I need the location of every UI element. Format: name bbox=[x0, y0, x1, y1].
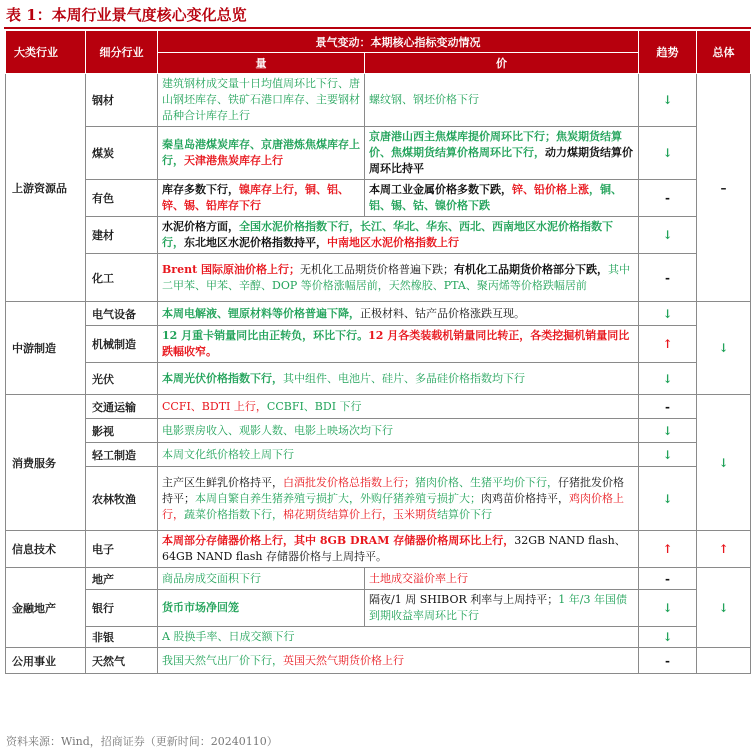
price-cell bbox=[365, 127, 639, 180]
text-segment: 本周部分存储器价格上行，其中 8GB DRAM 存储器价格周环比上行， bbox=[162, 534, 515, 547]
subcategory-cell: 电气设备 bbox=[86, 302, 158, 326]
header-category: 大类行业 bbox=[6, 31, 86, 74]
subcategory-cell: 化工 bbox=[86, 254, 158, 302]
text-segment: 白酒批发价格总指数上行； bbox=[283, 475, 415, 489]
text-segment: 京唐港山西主焦煤库提价周环比下行；焦炭期货结算价、焦煤期货结算价格周环比下行， bbox=[369, 130, 622, 159]
header-price: 价 bbox=[365, 53, 639, 74]
subcategory-cell: 天然气 bbox=[86, 648, 158, 674]
trend-down-icon: ↓ bbox=[639, 302, 697, 326]
text-segment: 有机化工品期货价格部分下跌， bbox=[454, 262, 608, 276]
text-segment: 隔夜/1 周 SHIBOR 利率与上周持平； bbox=[369, 593, 559, 606]
table-row bbox=[6, 127, 751, 180]
category-cell: 信息技术 bbox=[6, 531, 86, 568]
trend-down-icon: ↓ bbox=[639, 74, 697, 127]
subcategory-cell: 交通运输 bbox=[86, 395, 158, 419]
subcategory-cell: 机械制造 bbox=[86, 326, 158, 363]
subcategory-cell: 有色 bbox=[86, 180, 158, 217]
subcategory-cell: 轻工制造 bbox=[86, 443, 158, 467]
volume-cell bbox=[158, 590, 365, 627]
change-cell bbox=[158, 217, 639, 254]
text-segment: 32GB NAND flash、64GB NAND flash 存储器价格与上周持平。 bbox=[162, 534, 626, 563]
change-cell bbox=[158, 363, 639, 395]
text-segment: 电影票房收入、观影人数、电影上映场次均下行 bbox=[162, 423, 393, 437]
price-cell bbox=[365, 590, 639, 627]
text-segment: 天津港焦炭库存上行 bbox=[184, 154, 283, 167]
table-row bbox=[6, 302, 751, 326]
trend-flat-icon: - bbox=[639, 254, 697, 302]
table-body bbox=[6, 74, 751, 674]
table-row bbox=[6, 443, 751, 467]
subcategory-cell: 钢材 bbox=[86, 74, 158, 127]
trend-down-icon: ↓ bbox=[639, 467, 697, 531]
header-subcategory: 细分行业 bbox=[86, 31, 158, 74]
text-segment: 其中二甲苯、甲苯、辛醇、DOP 等价格涨幅居前，天然橡胶、PTA、聚丙烯等价格跌幅居前 bbox=[162, 262, 630, 292]
header-volume: 量 bbox=[158, 53, 365, 74]
table-row bbox=[6, 590, 751, 627]
text-segment: 结算价下行 bbox=[437, 507, 492, 521]
change-cell bbox=[158, 648, 639, 674]
text-segment: 主产区生鲜乳价格持平， bbox=[162, 475, 283, 489]
price-cell bbox=[365, 568, 639, 590]
table-row bbox=[6, 180, 751, 217]
volume-cell bbox=[158, 180, 365, 217]
header-overall: 总体 bbox=[697, 31, 751, 74]
trend-down-icon: ↓ bbox=[639, 217, 697, 254]
text-segment: 水泥价格方面， bbox=[162, 220, 239, 233]
text-segment: 猪肉价格、生猪平均价下行， bbox=[415, 475, 558, 489]
text-segment: 无机化工品期货价格普遍下跌； bbox=[300, 262, 454, 276]
table-title: 表 1：本周行业景气度核心变化总览 bbox=[6, 6, 247, 24]
overall-down-icon: ↓ bbox=[697, 568, 751, 648]
table-row bbox=[6, 627, 751, 648]
text-segment: 库存多数下行， bbox=[162, 183, 239, 196]
table-row bbox=[6, 531, 751, 568]
source-note: 资料来源：Wind，招商证券（更新时间：20240110） bbox=[6, 735, 278, 748]
overall-down-icon: ↓ bbox=[697, 302, 751, 395]
text-segment: Brent 国际原油价格上行； bbox=[162, 262, 300, 276]
overall-up-icon: ↑ bbox=[697, 531, 751, 568]
subcategory-cell: 煤炭 bbox=[86, 127, 158, 180]
change-cell bbox=[158, 326, 639, 363]
table-row bbox=[6, 467, 751, 531]
text-segment: A 股换手率、日成交额下行 bbox=[162, 630, 295, 643]
text-segment: 棉花期货结算价上行，玉米期货 bbox=[283, 507, 437, 521]
text-segment: 本周工业金属价格多数下跌， bbox=[369, 183, 512, 196]
text-segment: 货币市场净回笼 bbox=[162, 601, 239, 614]
text-segment: 本周电解液、锂原材料等价格普遍下降， bbox=[162, 306, 360, 320]
table-row bbox=[6, 254, 751, 302]
text-segment: 我国天然气出厂价下行， bbox=[162, 653, 283, 667]
trend-flat-icon: - bbox=[639, 568, 697, 590]
text-segment: 肉鸡苗价格持平， bbox=[481, 491, 569, 505]
trend-flat-icon: - bbox=[639, 180, 697, 217]
text-segment: 仔猪批发价格持平； bbox=[162, 475, 624, 505]
change-cell bbox=[158, 419, 639, 443]
text-segment: 本周光伏价格指数下行， bbox=[162, 371, 283, 385]
category-cell: 中游制造 bbox=[6, 302, 86, 395]
trend-down-icon: ↓ bbox=[639, 627, 697, 648]
text-segment: 秦皇岛港煤炭库存、京唐港炼焦煤库存上行， bbox=[162, 138, 360, 167]
trend-down-icon: ↓ bbox=[639, 443, 697, 467]
text-segment: 东北地区水泥价格指数持平， bbox=[184, 236, 327, 249]
table-row bbox=[6, 74, 751, 127]
text-segment: 正极材料、钴产品价格涨跌互现。 bbox=[360, 306, 525, 320]
trend-down-icon: ↓ bbox=[639, 590, 697, 627]
text-segment: 中南地区水泥价格指数上行 bbox=[327, 236, 459, 249]
change-cell bbox=[158, 443, 639, 467]
trend-down-icon: ↓ bbox=[639, 127, 697, 180]
text-segment: 1 年/3 年国债到期收益率周环比下行 bbox=[369, 593, 627, 622]
text-segment: 全国水泥价格指数下行，长江、华北、华东、西北、西南地区水泥价格指数下行， bbox=[162, 220, 613, 249]
change-cell bbox=[158, 395, 639, 419]
category-cell: 上游资源品 bbox=[6, 74, 86, 302]
table-row bbox=[6, 395, 751, 419]
table-row bbox=[6, 217, 751, 254]
text-segment: 镍库存上行，铜、铝、锌、锡、铅库存下行 bbox=[162, 183, 349, 212]
industry-prosperity-table bbox=[5, 30, 751, 674]
text-segment: 螺纹钢、钢坯价格下行 bbox=[369, 93, 479, 106]
category-cell: 公用事业 bbox=[6, 648, 86, 674]
text-segment: 蔬菜价格指数下行， bbox=[184, 507, 283, 521]
subcategory-cell: 电子 bbox=[86, 531, 158, 568]
subcategory-cell: 非银 bbox=[86, 627, 158, 648]
subcategory-cell: 光伏 bbox=[86, 363, 158, 395]
price-cell bbox=[365, 74, 639, 127]
text-segment: 鸡肉价格上行， bbox=[162, 491, 624, 521]
table-row bbox=[6, 568, 751, 590]
overall-flat-icon: – bbox=[697, 74, 751, 302]
text-segment: 本周文化纸价格较上周下行 bbox=[162, 447, 294, 461]
overall-flat-icon bbox=[697, 648, 751, 674]
text-segment: 12 月重卡销量同比由正转负，环比下行。 bbox=[162, 329, 369, 342]
trend-flat-icon: - bbox=[639, 395, 697, 419]
category-cell: 消费服务 bbox=[6, 395, 86, 531]
subcategory-cell: 建材 bbox=[86, 217, 158, 254]
change-cell bbox=[158, 531, 639, 568]
text-segment: 本周自繁自养生猪养殖亏损扩大，外购仔猪养殖亏损扩大； bbox=[195, 491, 481, 505]
text-segment: ，铜、铝、锡、钴、镍价格下跌 bbox=[369, 183, 622, 212]
change-cell bbox=[158, 467, 639, 531]
title-divider bbox=[4, 27, 751, 29]
table-row bbox=[6, 363, 751, 395]
text-segment: CCBFI、BDI 下行 bbox=[266, 399, 362, 413]
change-cell bbox=[158, 627, 639, 648]
subcategory-cell: 农林牧渔 bbox=[86, 467, 158, 531]
trend-down-icon: ↓ bbox=[639, 363, 697, 395]
volume-cell bbox=[158, 74, 365, 127]
overall-down-icon: ↓ bbox=[697, 395, 751, 531]
subcategory-cell: 银行 bbox=[86, 590, 158, 627]
header-change: 景气变动：本期核心指标变动情况 bbox=[158, 31, 639, 53]
change-cell bbox=[158, 254, 639, 302]
text-segment: 土地成交溢价率上行 bbox=[369, 571, 468, 585]
table-row bbox=[6, 648, 751, 674]
subcategory-cell: 影视 bbox=[86, 419, 158, 443]
price-cell bbox=[365, 180, 639, 217]
text-segment: 动力煤期货结算价周环比持平 bbox=[369, 146, 633, 175]
trend-down-icon: ↓ bbox=[639, 419, 697, 443]
text-segment: 锌、铅价格上涨 bbox=[512, 183, 589, 196]
table-row bbox=[6, 419, 751, 443]
text-segment: 其中组件、电池片、硅片、多晶硅价格指数均下行 bbox=[283, 371, 525, 385]
trend-up-icon: ↑ bbox=[639, 531, 697, 568]
text-segment: 英国天然气期货价格上行 bbox=[283, 653, 404, 667]
category-cell: 金融地产 bbox=[6, 568, 86, 648]
header-trend: 趋势 bbox=[639, 31, 697, 74]
text-segment: 建筑钢材成交量十日均值周环比下行、唐山钢坯库存、铁矿石港口库存、主要钢材品种合计库存上行 bbox=[162, 77, 360, 122]
text-segment: 商品房成交面积下行 bbox=[162, 571, 261, 585]
table-row bbox=[6, 326, 751, 363]
change-cell bbox=[158, 302, 639, 326]
text-segment: CCFI、BDTI 上行， bbox=[162, 399, 267, 413]
trend-up-icon: ↑ bbox=[639, 326, 697, 363]
volume-cell bbox=[158, 568, 365, 590]
volume-cell bbox=[158, 127, 365, 180]
subcategory-cell: 地产 bbox=[86, 568, 158, 590]
text-segment: 12 月各类装载机销量同比转正，各类挖掘机销量同比跌幅收窄。 bbox=[162, 329, 630, 358]
trend-flat-icon: - bbox=[639, 648, 697, 674]
